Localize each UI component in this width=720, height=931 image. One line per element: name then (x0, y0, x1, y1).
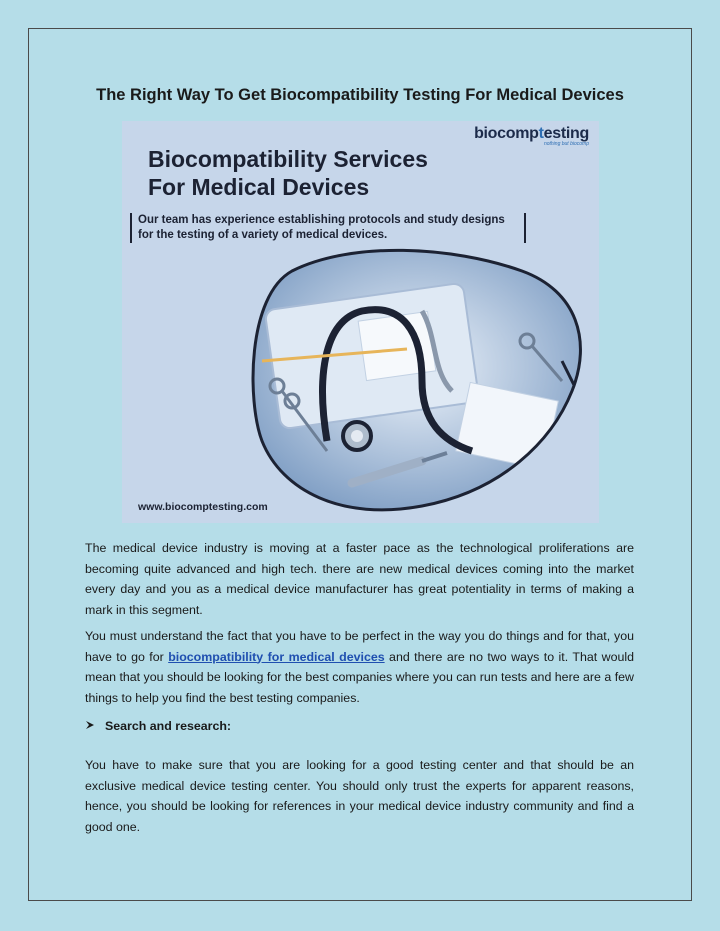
logo-text-end: esting (543, 125, 589, 142)
paragraph-text-continued: and there are no two ways to it. That would mean that you should be looking for the best companies where you can run tests and here are a few things to help you find the best testing companies. (85, 649, 634, 705)
logo-text: biocomp (474, 125, 539, 142)
arrow-bullet-icon (85, 719, 105, 733)
banner-image (122, 121, 599, 523)
paragraph-text: You must understand the fact that you have to be perfect in the way you do things and for that, you have to go for (85, 629, 634, 664)
document-title: The Right Way To Get Biocompatibility Testing For Medical Devices (96, 86, 624, 104)
paragraph-understand (85, 626, 634, 708)
biocomptesting-logo (474, 125, 589, 147)
banner-subtitle: Our team has experience establishing protocols and study designs for the testing of a variety of medical devices. (130, 213, 526, 243)
banner-heading (148, 145, 568, 201)
logo-tagline: nothing but biocomp (543, 141, 589, 147)
logo-accent-letter: t (538, 125, 544, 142)
banner-url: www.biocomptesting.com (138, 501, 268, 513)
banner-heading-line1: Biocompatibility Services (148, 146, 428, 172)
biocompatibility-link[interactable]: biocompatibility for medical devices (168, 649, 385, 664)
section-heading-search (85, 719, 231, 733)
section-heading-label: Search and research: (105, 719, 232, 733)
paragraph-intro: The medical device industry is moving at a faster pace as the technological proliferations are becoming quite advanced and high tech. there are new medical devices coming into the market every day and you as a medical device manufacturer has great potentiality in terms of making a mark in this segment. (85, 541, 634, 617)
paragraph-search: You have to make sure that you are looking for a good testing center and that should be an exclusive medical device testing center. You should only trust the experts for apparent reasons, hence, you should be looking for references in your medical device industry community and find a good one. (85, 758, 634, 834)
banner-heading-line2: For Medical Devices (148, 174, 370, 200)
